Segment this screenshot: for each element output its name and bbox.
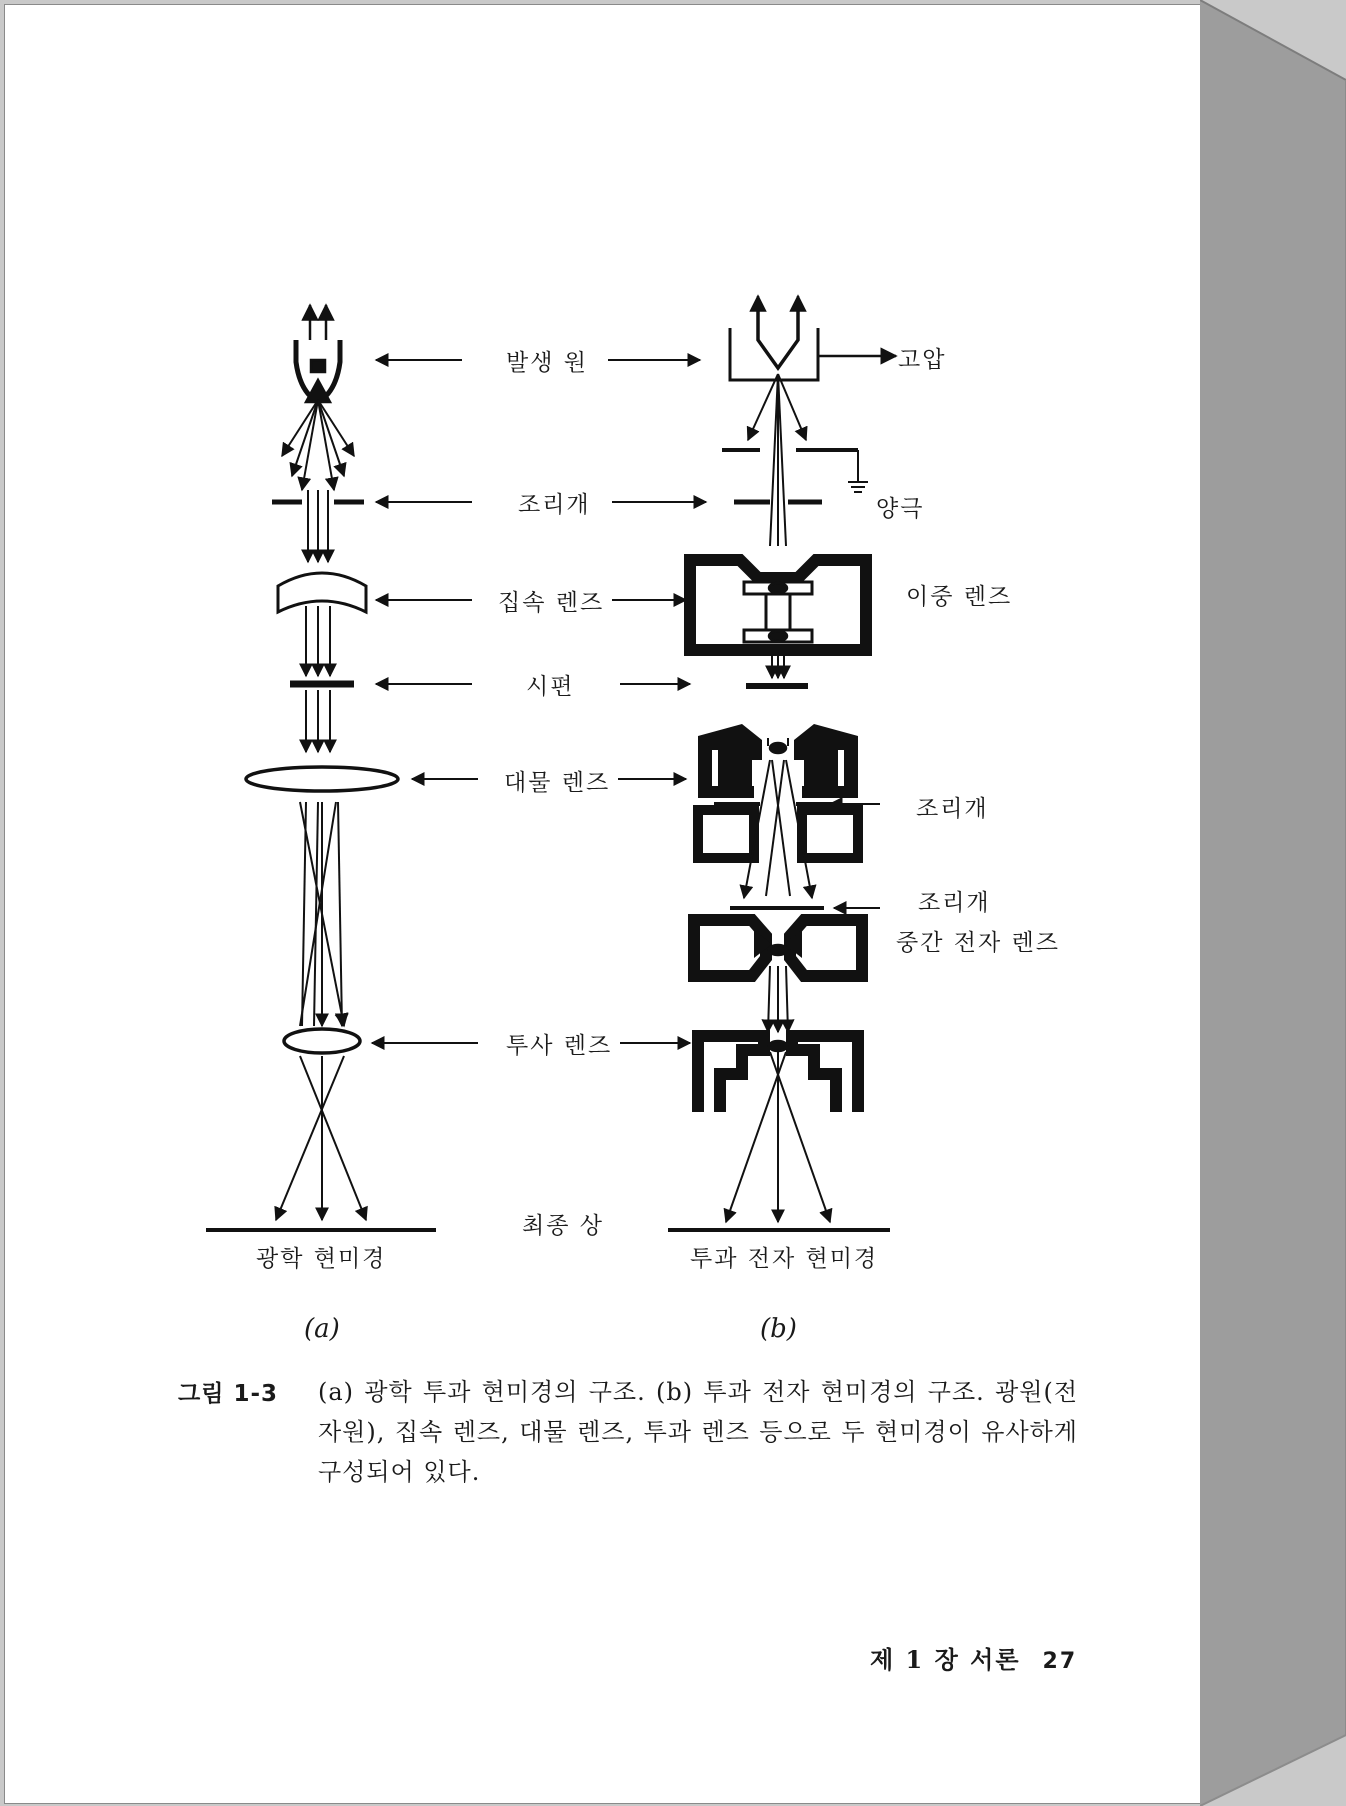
right-title: 투과 전자 현미경 [690,1246,879,1272]
label-final-image: 최종 상 [522,1213,604,1239]
label-specimen: 시편 [526,674,575,700]
subfigure-b-label: (b) [760,1314,797,1344]
label-double-lens: 이중 렌즈 [906,584,1013,610]
label-source: 발생 원 [506,350,588,376]
optical-aperture-icon [272,490,364,562]
left-title: 광학 현미경 [256,1246,387,1272]
electron-gun-icon [730,296,896,546]
page-number: 27 [1042,1649,1078,1674]
tem-objective-lens-icon [698,724,880,898]
label-right-aperture-1: 조리개 [916,796,989,822]
caption-label: 그림 1-3 [178,1381,278,1407]
page-stack-edge [1200,0,1346,1806]
label-projector-lens: 투사 렌즈 [506,1033,613,1059]
label-intermediate-lens: 중간 전자 렌즈 [896,930,1060,956]
label-high-voltage: 고압 [898,347,947,373]
label-right-aperture-2: 조리개 [918,890,991,916]
optical-projector-lens-icon [276,1029,366,1220]
double-lens-icon [690,560,866,678]
caption-text: (a) 광학 투과 현미경의 구조. (b) 투과 전자 현미경의 구조. 광원(전자원), 집속 렌즈, 대물 렌즈, 투과 렌즈 등으로 두 현미경이 유사하게 구성되어 있다. [318,1378,1078,1486]
anode-icon [722,450,868,492]
label-anode: 양극 [876,496,925,522]
intermediate-lens-icon [694,920,862,1032]
chapter-title: 제 1 장 서론 [870,1645,1021,1674]
label-aperture: 조리개 [518,492,591,518]
label-objective-lens: 대물 렌즈 [504,770,611,796]
page-footer [870,1640,1077,1675]
optical-objective-lens-icon [246,767,398,1026]
tem-projector-lens-icon [698,1036,858,1222]
optical-source-icon [282,305,354,490]
subfigure-a-label: (a) [304,1314,340,1344]
optical-specimen-icon [290,684,354,752]
label-condenser-lens: 집속 렌즈 [498,590,605,616]
optical-condenser-lens-icon [278,573,366,676]
